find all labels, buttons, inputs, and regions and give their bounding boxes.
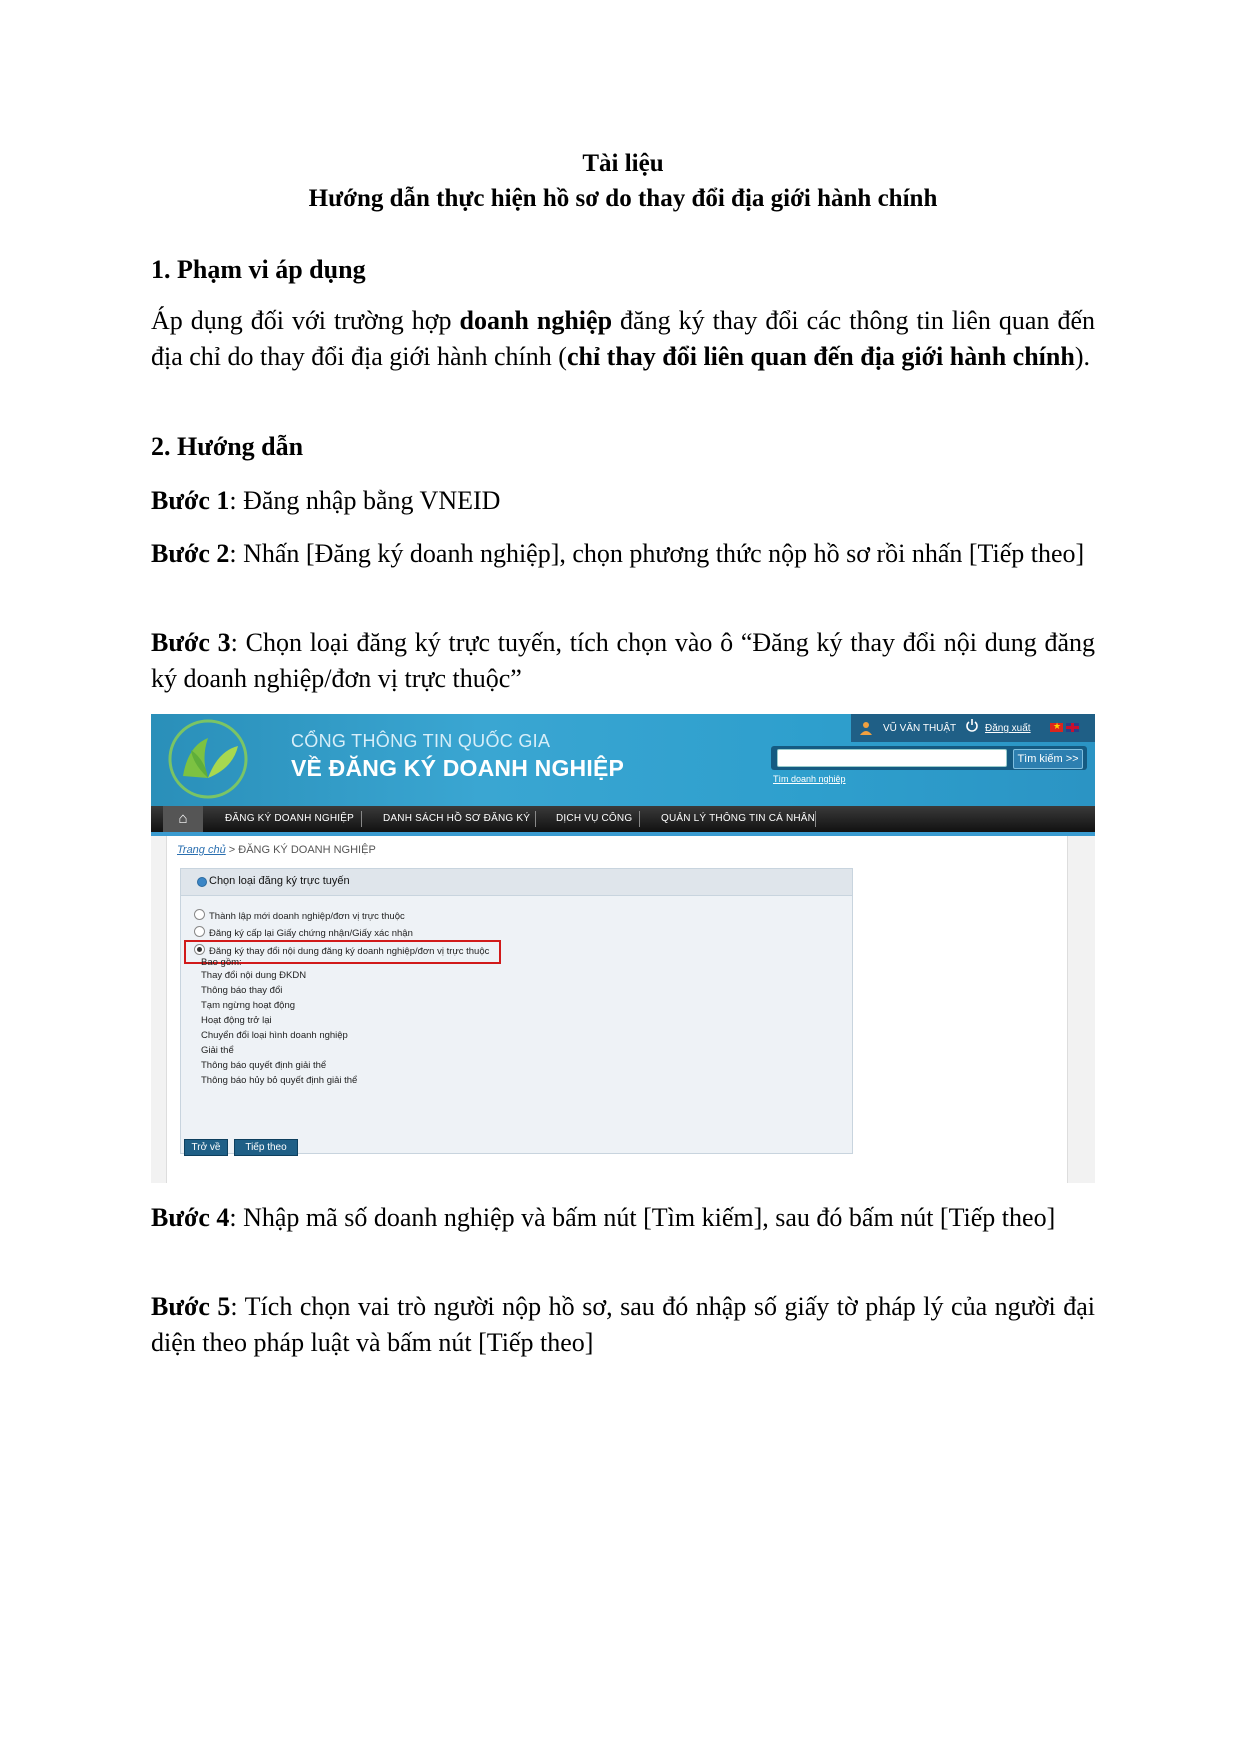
panel-header	[181, 869, 852, 896]
radio-icon[interactable]	[194, 926, 205, 937]
step-label: Bước 2	[151, 539, 230, 568]
vietnam-flag-icon[interactable]: ★	[1050, 723, 1063, 732]
sub-item: Bao gồm:	[201, 957, 242, 968]
doc-subtitle: Hướng dẫn thực hiện hồ sơ do thay đổi địa giới hành chính	[308, 185, 938, 212]
nav-divider	[535, 811, 536, 827]
portal-title-line-2: VỀ ĐĂNG KÝ DOANH NGHIỆP	[291, 755, 625, 781]
step-text: : Nhấn [Đăng ký doanh nghiệp], chọn phương thức nộp hồ sơ rồi nhấn [Tiếp theo]	[229, 539, 1085, 568]
logout-link[interactable]: Đăng xuất	[985, 723, 1031, 734]
step-2	[151, 536, 1095, 572]
step-label: Bước 4	[151, 1203, 230, 1232]
section-1	[151, 255, 1095, 285]
nav-item-register[interactable]: ĐĂNG KÝ DOANH NGHIỆP	[225, 813, 355, 824]
home-icon[interactable]: ⌂	[163, 806, 203, 832]
sub-item: Tạm ngừng hoạt động	[201, 1000, 296, 1011]
breadcrumb	[177, 844, 376, 856]
sub-item: Thông báo thay đổi	[201, 985, 283, 996]
portal-screenshot	[151, 714, 1095, 1183]
uk-flag-icon[interactable]	[1066, 723, 1079, 732]
back-button[interactable]: Trở về	[184, 1139, 228, 1156]
nav-item-public-services[interactable]: DỊCH VỤ CÔNG	[556, 813, 633, 824]
section-2-heading: 2. Hướng dẫn	[151, 432, 304, 461]
panel-title: Chọn loại đăng ký trực tuyến	[209, 875, 350, 887]
breadcrumb-current: > ĐĂNG KÝ DOANH NGHIỆP	[225, 844, 376, 856]
sub-item: Giải thể	[201, 1045, 234, 1056]
sub-item: Hoạt động trở lại	[201, 1015, 272, 1026]
portal-title-line-1: CỔNG THÔNG TIN QUỐC GIA	[291, 731, 551, 751]
section-1-paragraph: Áp dụng đối với trường hợp doanh nghiệp đăng ký thay đổi các thông tin liên quan đến địa chỉ do thay đổi địa giới hành chính (chỉ thay đổi liên quan đến địa giới hành chính).	[151, 306, 1095, 371]
bullet-icon	[197, 877, 207, 887]
step-label: Bước 1	[151, 486, 230, 515]
step-label: Bước 5	[151, 1292, 231, 1321]
step-4	[151, 1200, 1095, 1236]
search-bar	[771, 746, 1087, 770]
radio-icon[interactable]	[194, 909, 205, 920]
content-area	[166, 836, 1068, 1183]
nav-item-personal-info[interactable]: QUẢN LÝ THÔNG TIN CÁ NHÂN	[661, 813, 816, 824]
nav-divider	[361, 811, 362, 827]
search-input[interactable]	[777, 749, 1007, 767]
option-reissue[interactable]: Đăng ký cấp lại Giấy chứng nhận/Giấy xác nhận	[194, 926, 413, 939]
sub-item: Thay đổi nội dung ĐKDN	[201, 970, 307, 981]
main-nav	[151, 806, 1095, 836]
document	[151, 146, 1095, 216]
step-text: : Tích chọn vai trò người nộp hồ sơ, sau đó nhập số giấy tờ pháp lý của người đại diện theo pháp luật và bấm nút [Tiếp theo]	[151, 1292, 1095, 1357]
sub-item: Thông báo hủy bỏ quyết định giải thể	[201, 1075, 358, 1086]
search-button[interactable]: Tìm kiếm >>	[1013, 749, 1083, 769]
step-text: : Nhập mã số doanh nghiệp và bấm nút [Tìm kiếm], sau đó bấm nút [Tiếp theo]	[229, 1203, 1056, 1232]
sub-item: Thông báo quyết định giải thể	[201, 1060, 327, 1071]
step-label: Bước 3	[151, 628, 231, 657]
nav-item-applications[interactable]: DANH SÁCH HỒ SƠ ĐĂNG KÝ	[383, 813, 531, 824]
radio-selected-icon[interactable]	[194, 944, 205, 955]
user-name: VŨ VĂN THUẬT	[883, 723, 957, 734]
user-icon	[859, 721, 873, 735]
breadcrumb-home-link[interactable]: Trang chủ	[177, 844, 226, 856]
next-button[interactable]: Tiếp theo	[234, 1139, 298, 1156]
step-text: : Đăng nhập bằng VNEID	[229, 486, 501, 515]
section-1-heading: 1. Phạm vi áp dụng	[151, 255, 366, 284]
nav-divider	[639, 811, 640, 827]
registration-type-panel	[180, 868, 853, 1154]
section-1-body	[151, 303, 1095, 375]
option-change-content[interactable]: Đăng ký thay đổi nội dung đăng ký doanh nghiệp/đơn vị trực thuộc	[194, 944, 489, 957]
step-5	[151, 1289, 1095, 1361]
portal-logo-icon	[163, 716, 253, 802]
doc-title: Tài liệu	[582, 150, 664, 177]
nav-divider	[815, 811, 816, 827]
section-2	[151, 432, 1095, 462]
user-bar	[851, 714, 1095, 742]
step-text: : Chọn loại đăng ký trực tuyến, tích chọn vào ô “Đăng ký thay đổi nội dung đăng ký doanh nghiệp/đơn vị trực thuộc”	[151, 628, 1095, 693]
step-1	[151, 483, 1095, 519]
portal-banner	[151, 714, 1095, 806]
power-icon	[965, 718, 979, 732]
step-3	[151, 625, 1095, 697]
find-business-link[interactable]: Tìm doanh nghiệp	[773, 774, 846, 784]
sub-item: Chuyển đổi loại hình doanh nghiệp	[201, 1030, 348, 1041]
option-new-business[interactable]: Thành lập mới doanh nghiệp/đơn vị trực thuộc	[194, 909, 405, 922]
